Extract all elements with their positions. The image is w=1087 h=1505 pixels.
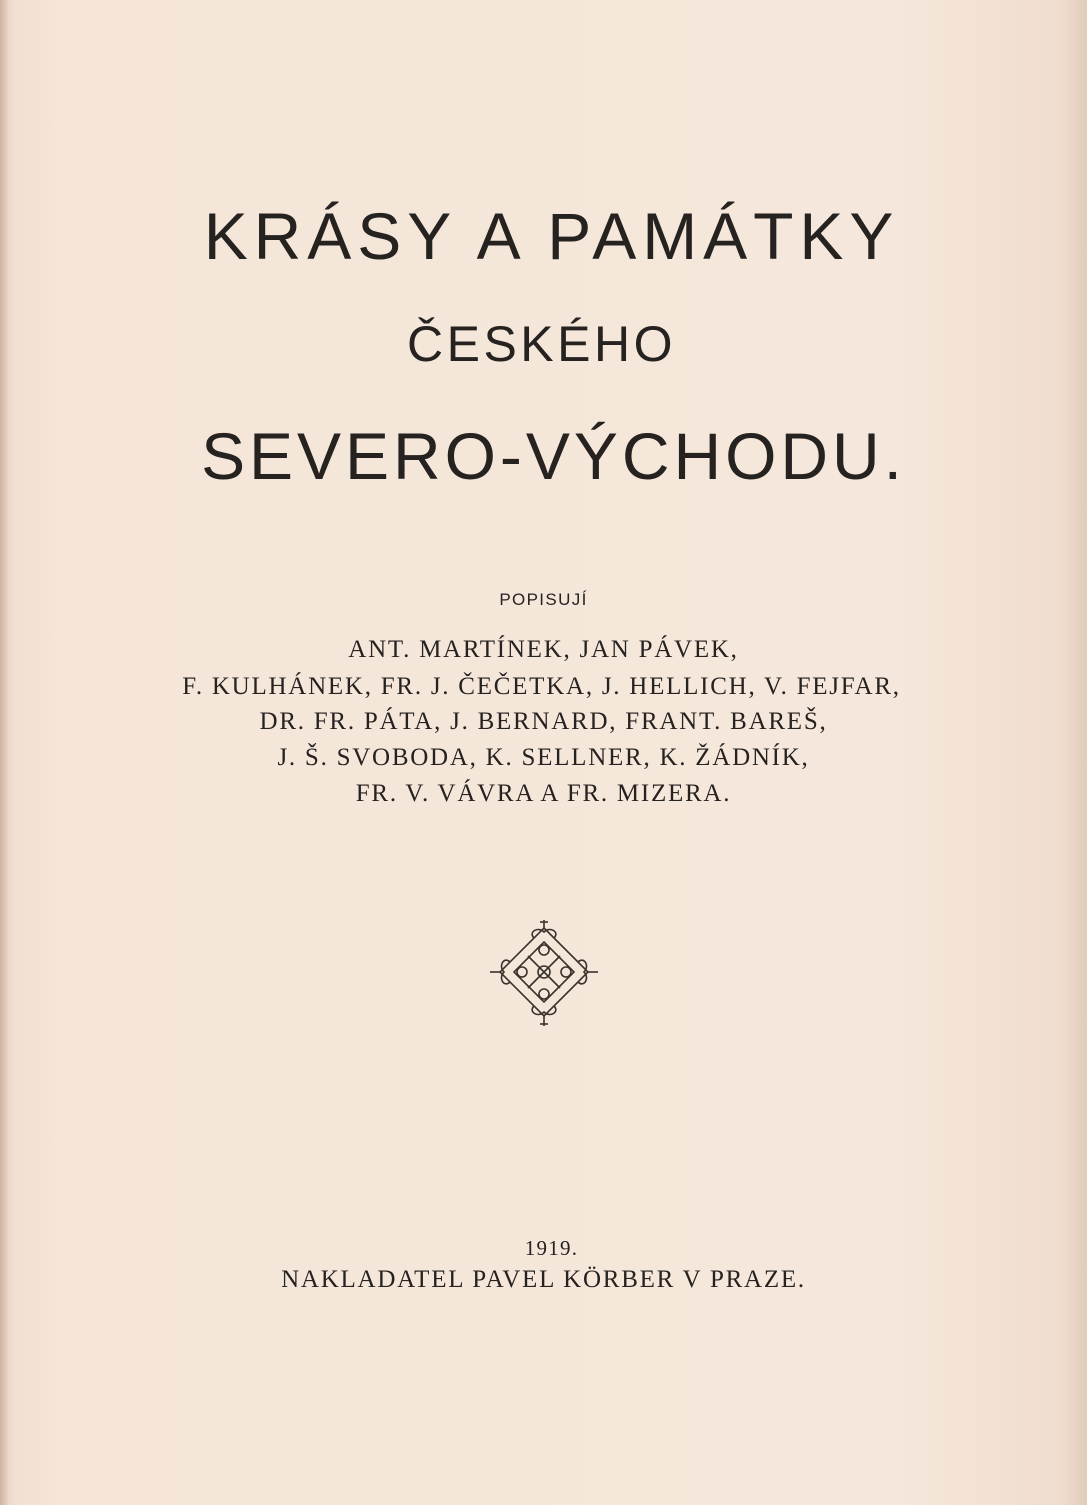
authors-line-4: J. Š. SVOBODA, K. SELLNER, K. ŽÁDNÍK,	[277, 744, 810, 771]
authors-line-1: ANT. MARTÍNEK, JAN PÁVEK,	[348, 636, 739, 663]
title-line-1: KRÁSY A PAMÁTKY	[203, 199, 900, 273]
title-line-3: SEVERO-VÝCHODU.	[201, 419, 906, 493]
authors-intro: POPISUJÍ	[499, 590, 588, 609]
publisher-line: NAKLADATEL PAVEL KÖRBER V PRAZE.	[281, 1266, 806, 1293]
authors-line-5: FR. V. VÁVRA A FR. MIZERA.	[355, 780, 732, 807]
authors-line-3: DR. FR. PÁTA, J. BERNARD, FRANT. BAREŠ,	[259, 708, 828, 735]
publication-year: 1919.	[524, 1236, 579, 1260]
authors-line-2: F. KULHÁNEK, FR. J. ČEČETKA, J. HELLICH, V. FEJFAR,	[182, 673, 901, 700]
title-line-2: ČESKÉHO	[406, 316, 676, 372]
fleuron-ornament-icon	[488, 918, 600, 1030]
